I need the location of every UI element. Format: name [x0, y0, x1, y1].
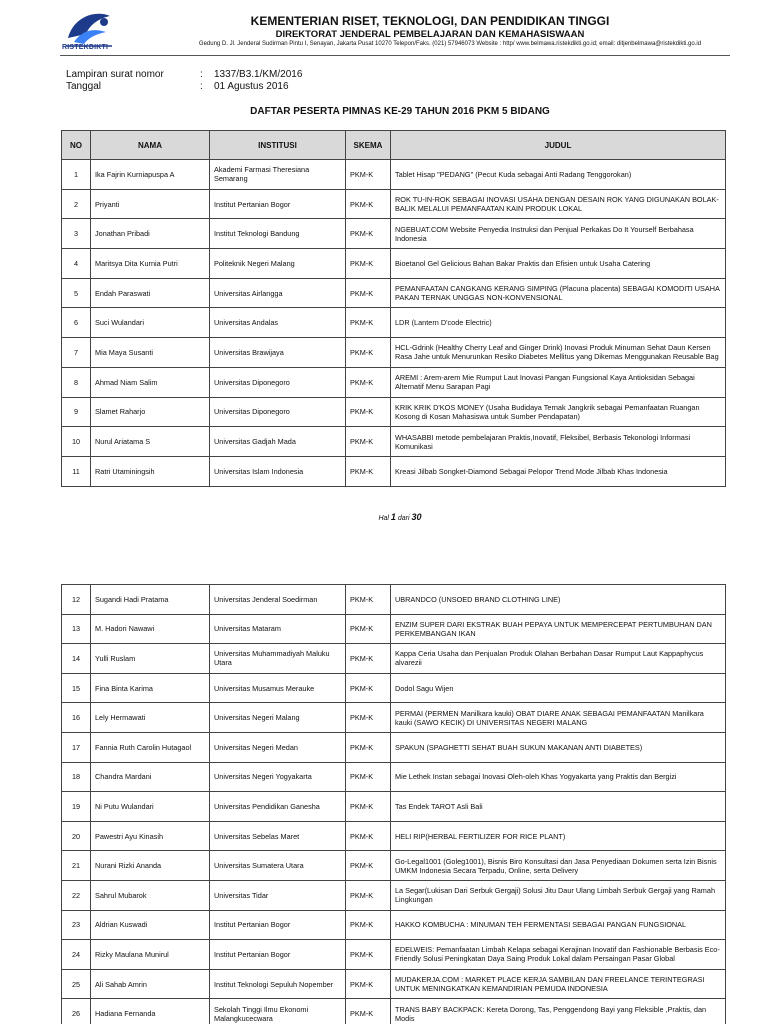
address-line: Gedung D. Jl. Jenderal Sudirman Pintu I, Senayan, Jakarta Pusat 10270 Telepon/Faks. (021) 57946073 Website : http/ www.belmawa.ristekdikti.go.id; email: ditjenbelmawa@ristekdikti.go.id [198, 41, 702, 47]
cell-skema: PKM-K [346, 338, 391, 368]
cell-judul: HCL-Gdrink (Healthy Cherry Leaf and Ginger Drink) Inovasi Produk Minuman Sehat Daun Kersen Rasa Jahe untuk Menurunkan Resiko Diabetes Mellitus yang Dikemas Menggunakan Reusable Bag [391, 338, 726, 368]
page-middle: dari [397, 515, 410, 522]
cell-no: 25 [62, 969, 91, 999]
table-row [62, 427, 726, 457]
lampiran-separator: : [200, 69, 203, 80]
cell-no: 24 [62, 940, 91, 970]
cell-nama: Lely Hermawati [91, 703, 210, 733]
cell-judul: TRANS BABY BACKPACK: Kereta Dorong, Tas, Penggendong Bayi yang Fleksible ,Praktis, dan Modis [391, 999, 726, 1024]
header-divider [60, 55, 730, 56]
table-row [62, 585, 726, 615]
cell-skema: PKM-K [346, 456, 391, 486]
cell-judul: LDR (Lantern D'code Electric) [391, 308, 726, 338]
table-row [62, 308, 726, 338]
cell-judul: PEMANFAATAN CANGKANG KERANG SIMPING (Placuna placenta) SEBAGAI KOMODITI USAHA PAKAN TERNAK UNGGAS NON-KONVENSIONAL [391, 278, 726, 308]
cell-no: 5 [62, 278, 91, 308]
cell-judul: PERMAI (PERMEN Manilkara kauki) OBAT DIARE ANAK SEBAGAI PEMANFAATAN Manilkara kauki (SAWO KECIK) DI UNIVERSITAS NEGERI MALANG [391, 703, 726, 733]
cell-judul: KRIK KRIK D'KOS MONEY (Usaha Budidaya Ternak Jangkrik sebagai Pemanfaatan Ruangan Kosong di Kosan Mahasiswa untuk Sumber Pendapatan) [391, 397, 726, 427]
cell-nama: Chandra Mardani [91, 762, 210, 792]
cell-nama: Ahmad Niam Salim [91, 367, 210, 397]
lampiran-label: Lampiran surat nomor [66, 69, 164, 80]
tanggal-label: Tanggal [66, 81, 102, 92]
cell-institusi: Institut Pertanian Bogor [210, 189, 346, 219]
cell-skema: PKM-K [346, 792, 391, 822]
page-total: 30 [411, 512, 422, 522]
cell-nama: Ika Fajrin Kurniapuspa A [91, 160, 210, 190]
cell-judul: ENZIM SUPER DARI EKSTRAK BUAH PEPAYA UNTUK MEMPERCEPAT PERTUMBUHAN DAN PERKEMBANGAN IKAN [391, 614, 726, 644]
table-row [62, 673, 726, 703]
cell-skema: PKM-K [346, 940, 391, 970]
cell-institusi: Universitas Brawijaya [210, 338, 346, 368]
logo-text: RISTEKDIKTI [62, 44, 109, 51]
cell-skema: PKM-K [346, 732, 391, 762]
cell-institusi: Universitas Negeri Medan [210, 732, 346, 762]
cell-nama: Aldrian Kuswadi [91, 910, 210, 940]
cell-nama: Ratri Utaminingsih [91, 456, 210, 486]
cell-skema: PKM-K [346, 189, 391, 219]
cell-no: 6 [62, 308, 91, 338]
cell-nama: Fannia Ruth Carolin Hutagaol [91, 732, 210, 762]
cell-skema: PKM-K [346, 821, 391, 851]
cell-institusi: Universitas Muhammadiyah Maluku Utara [210, 644, 346, 674]
cell-judul: Tas Endek TAROT Asli Bali [391, 792, 726, 822]
cell-institusi: Universitas Mataram [210, 614, 346, 644]
cell-judul: Kappa Ceria Usaha dan Penjualan Produk Olahan Berbahan Dasar Rumput Laut Kappaphycus alvarezii [391, 644, 726, 674]
cell-skema: PKM-K [346, 219, 391, 249]
document-title: DAFTAR PESERTA PIMNAS KE-29 TAHUN 2016 PKM 5 BIDANG [250, 106, 550, 117]
tanggal-value: 01 Agustus 2016 [214, 81, 289, 92]
cell-judul: HAKKO KOMBUCHA : MINUMAN TEH FERMENTASI SEBAGAI PANGAN FUNGSIONAL [391, 910, 726, 940]
table-row [62, 703, 726, 733]
tanggal-separator: : [200, 81, 203, 92]
cell-judul: NGEBUAT.COM Website Penyedia Instruksi dan Penjual Perkakas Do It Yourself Berbahasa Indonesia [391, 219, 726, 249]
cell-no: 8 [62, 367, 91, 397]
cell-nama: Nurul Ariatama S [91, 427, 210, 457]
column-header-skema: SKEMA [346, 131, 391, 160]
cell-institusi: Institut Pertanian Bogor [210, 910, 346, 940]
table-row [62, 189, 726, 219]
cell-institusi: Universitas Sumatera Utara [210, 851, 346, 881]
table-row [62, 910, 726, 940]
cell-nama: Nurani Rizki Ananda [91, 851, 210, 881]
cell-judul: MUDAKERJA.COM : MARKET PLACE KERJA SAMBILAN DAN FREELANCE TERINTEGRASI UNTUK MENINGKATKAN KEMANDIRIAN PEMUDA INDONESIA [391, 969, 726, 999]
table-row [62, 278, 726, 308]
cell-no: 9 [62, 397, 91, 427]
cell-no: 2 [62, 189, 91, 219]
table-row [62, 367, 726, 397]
cell-institusi: Universitas Musamus Merauke [210, 673, 346, 703]
cell-skema: PKM-K [346, 308, 391, 338]
cell-nama: Pawestri Ayu Kinasih [91, 821, 210, 851]
table-row [62, 644, 726, 674]
cell-nama: Yulli Ruslam [91, 644, 210, 674]
cell-no: 23 [62, 910, 91, 940]
cell-nama: Priyanti [91, 189, 210, 219]
table-row [62, 969, 726, 999]
table-row [62, 851, 726, 881]
cell-no: 12 [62, 585, 91, 615]
cell-institusi: Universitas Sebelas Maret [210, 821, 346, 851]
cell-judul: SPAKUN (SPAGHETTI SEHAT BUAH SUKUN MAKANAN ANTI DIABETES) [391, 732, 726, 762]
cell-skema: PKM-K [346, 851, 391, 881]
cell-institusi: Universitas Gadjah Mada [210, 427, 346, 457]
cell-skema: PKM-K [346, 278, 391, 308]
cell-nama: Ni Putu Wulandari [91, 792, 210, 822]
cell-skema: PKM-K [346, 673, 391, 703]
cell-institusi: Institut Pertanian Bogor [210, 940, 346, 970]
cell-no: 3 [62, 219, 91, 249]
cell-no: 13 [62, 614, 91, 644]
cell-institusi: Universitas Negeri Malang [210, 703, 346, 733]
page-number: 1 [390, 512, 396, 522]
table-row [62, 762, 726, 792]
cell-institusi: Institut Teknologi Sepuluh Nopember [210, 969, 346, 999]
cell-no: 21 [62, 851, 91, 881]
cell-judul: Tablet Hisap "PEDANG" (Pecut Kuda sebagai Anti Radang Tenggorokan) [391, 160, 726, 190]
table-row [62, 999, 726, 1024]
cell-institusi: Universitas Islam Indonesia [210, 456, 346, 486]
cell-skema: PKM-K [346, 969, 391, 999]
cell-nama: Maritsya Dita Kurnia Putri [91, 249, 210, 279]
cell-skema: PKM-K [346, 880, 391, 910]
cell-institusi: Sekolah Tinggi Ilmu Ekonomi Malangkucecwara [210, 999, 346, 1024]
cell-skema: PKM-K [346, 644, 391, 674]
table-row [62, 219, 726, 249]
cell-no: 11 [62, 456, 91, 486]
cell-nama: Hadiana Fernanda [91, 999, 210, 1024]
table-row [62, 880, 726, 910]
cell-no: 19 [62, 792, 91, 822]
cell-nama: M. Hadori Nawawi [91, 614, 210, 644]
cell-skema: PKM-K [346, 367, 391, 397]
cell-no: 16 [62, 703, 91, 733]
cell-nama: Rizky Maulana Munirul [91, 940, 210, 970]
cell-skema: PKM-K [346, 249, 391, 279]
cell-nama: Sugandi Hadi Pratama [91, 585, 210, 615]
cell-skema: PKM-K [346, 999, 391, 1024]
table-row [62, 249, 726, 279]
cell-institusi: Universitas Airlangga [210, 278, 346, 308]
cell-no: 26 [62, 999, 91, 1024]
column-header-nama: NAMA [91, 131, 210, 160]
cell-institusi: Universitas Andalas [210, 308, 346, 338]
cell-no: 17 [62, 732, 91, 762]
table-row [62, 732, 726, 762]
cell-judul: La Segar(Lukisan Dari Serbuk Gergaji) Solusi Jitu Daur Ulang Limbah Serbuk Gergaji yang Ramah Lingkungan [391, 880, 726, 910]
cell-nama: Slamet Raharjo [91, 397, 210, 427]
participants-table-page-2 [61, 584, 726, 1024]
cell-no: 15 [62, 673, 91, 703]
cell-no: 22 [62, 880, 91, 910]
table-header-row [62, 131, 726, 160]
cell-judul: Bioetanol Gel Gelicious Bahan Bakar Praktis dan Efisien untuk Usaha Catering [391, 249, 726, 279]
cell-skema: PKM-K [346, 910, 391, 940]
cell-institusi: Universitas Pendidikan Ganesha [210, 792, 346, 822]
directorate-name: DIREKTORAT JENDERAL PEMBELAJARAN DAN KEMAHASISWAAN [275, 29, 585, 40]
column-header-no: NO [62, 131, 91, 160]
cell-judul: Kreasi Jilbab Songket-Diamond Sebagai Pelopor Trend Mode Jilbab Khas Indonesia [391, 456, 726, 486]
cell-no: 10 [62, 427, 91, 457]
table-row [62, 397, 726, 427]
table-row [62, 792, 726, 822]
cell-no: 1 [62, 160, 91, 190]
table-row [62, 821, 726, 851]
cell-nama: Mia Maya Susanti [91, 338, 210, 368]
cell-nama: Fina Binta Karima [91, 673, 210, 703]
lampiran-value: 1337/B3.1/KM/2016 [214, 69, 303, 80]
table-row [62, 456, 726, 486]
cell-nama: Jonathan Pribadi [91, 219, 210, 249]
cell-judul: UBRANDCO (UNSOED BRAND CLOTHING LINE) [391, 585, 726, 615]
cell-nama: Suci Wulandari [91, 308, 210, 338]
column-header-judul: JUDUL [391, 131, 726, 160]
cell-nama: Endah Paraswati [91, 278, 210, 308]
cell-nama: Sahrul Mubarok [91, 880, 210, 910]
table-row [62, 338, 726, 368]
cell-institusi: Universitas Tidar [210, 880, 346, 910]
column-header-institusi: INSTITUSI [210, 131, 346, 160]
cell-institusi: Universitas Diponegoro [210, 397, 346, 427]
cell-skema: PKM-K [346, 614, 391, 644]
cell-no: 20 [62, 821, 91, 851]
cell-skema: PKM-K [346, 427, 391, 457]
cell-judul: WHASABBI metode pembelajaran Praktis,Inovatif, Fleksibel, Berbasis Tekonologi Informasi Komunikasi [391, 427, 726, 457]
cell-skema: PKM-K [346, 585, 391, 615]
cell-no: 14 [62, 644, 91, 674]
table-row [62, 160, 726, 190]
ministry-name: KEMENTERIAN RISET, TEKNOLOGI, DAN PENDIDIKAN TINGGI [250, 14, 610, 28]
page-prefix: Hal [378, 515, 389, 522]
cell-nama: Ali Sahab Amrin [91, 969, 210, 999]
cell-judul: EDELWEIS: Pemanfaatan Limbah Kelapa sebagai Kerajinan Inovatif dan Fashionable Berbasis Eco-Friendly Solusi Peningkatan Daya Saing Produk Lokal dalam Persaingan Pasar Global [391, 940, 726, 970]
cell-institusi: Universitas Negeri Yogyakarta [210, 762, 346, 792]
cell-judul: Mie Lethek Instan sebagai Inovasi Oleh-oleh Khas Yogyakarta yang Praktis dan Bergizi [391, 762, 726, 792]
cell-judul: ROK TU-IN-ROK SEBAGAI INOVASI USAHA DENGAN DESAIN ROK YANG DIGUNAKAN BOLAK-BALIK MELALUI PEMANFAATAN KAIN PRODUK LOKAL [391, 189, 726, 219]
table-row [62, 940, 726, 970]
cell-institusi: Akademi Farmasi Theresiana Semarang [210, 160, 346, 190]
cell-skema: PKM-K [346, 397, 391, 427]
table-row [62, 614, 726, 644]
participants-table-page-1 [61, 130, 726, 487]
cell-skema: PKM-K [346, 703, 391, 733]
cell-institusi: Universitas Jenderal Soedirman [210, 585, 346, 615]
page-footer [0, 512, 768, 522]
cell-institusi: Universitas Diponegoro [210, 367, 346, 397]
cell-no: 18 [62, 762, 91, 792]
cell-no: 7 [62, 338, 91, 368]
cell-skema: PKM-K [346, 762, 391, 792]
cell-institusi: Politeknik Negeri Malang [210, 249, 346, 279]
cell-institusi: Institut Teknologi Bandung [210, 219, 346, 249]
cell-judul: AREMI : Arem-arem Mie Rumput Laut Inovasi Pangan Fungsional Kaya Antioksidan Sebagai Alternatif Menu Sarapan Pagi [391, 367, 726, 397]
letterhead [0, 0, 768, 62]
cell-judul: Go-Legal1001 (Goleg1001), Bisnis Biro Konsultasi dan Jasa Penyediaan Dokumen serta Izin Bisnis UMKM Indonesia Secara Terpadu, Online, serta Delivery [391, 851, 726, 881]
cell-no: 4 [62, 249, 91, 279]
cell-skema: PKM-K [346, 160, 391, 190]
cell-judul: HELI RIP(HERBAL FERTILIZER FOR RICE PLANT) [391, 821, 726, 851]
cell-judul: Dodol Sagu Wijen [391, 673, 726, 703]
